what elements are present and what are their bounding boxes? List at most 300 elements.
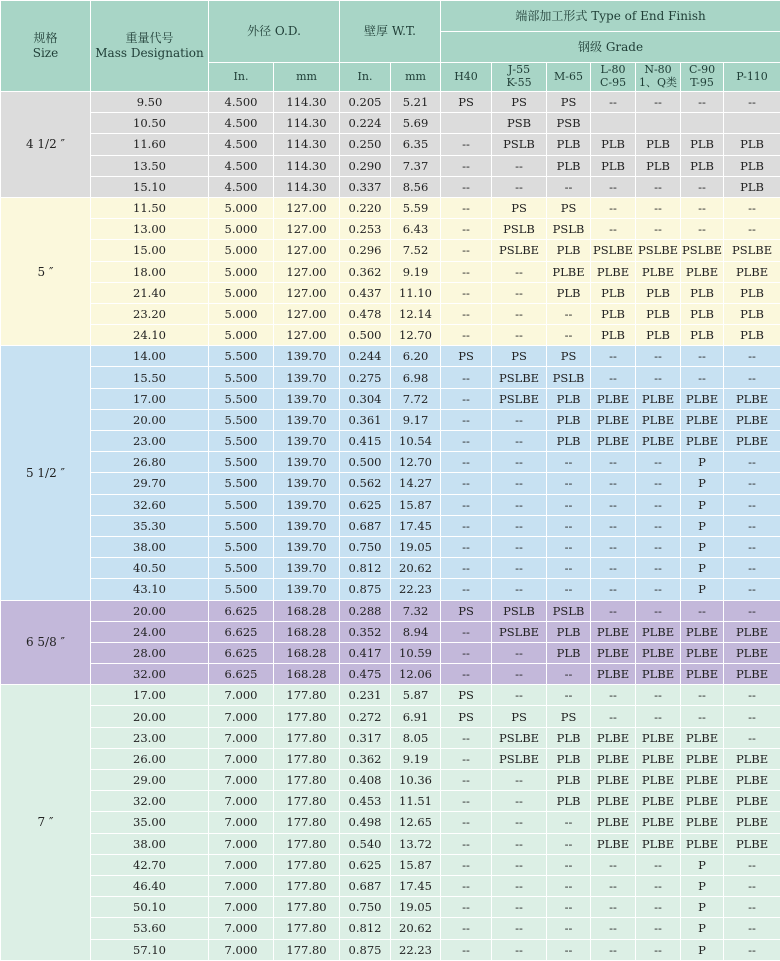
- dimension-cell: 114.30: [274, 176, 340, 197]
- dimension-cell: 0.453: [340, 791, 391, 812]
- dimension-cell: 114.30: [274, 113, 340, 134]
- dimension-cell: 177.80: [274, 727, 340, 748]
- finish-cell: --: [492, 770, 547, 791]
- mass-cell: 17.00: [91, 388, 209, 409]
- finish-cell: --: [681, 219, 724, 240]
- dimension-cell: 177.80: [274, 706, 340, 727]
- mass-header: [91, 1, 209, 92]
- finish-cell: --: [636, 600, 681, 621]
- end-finish-header: 端部加工形式 Type of End Finish: [441, 1, 780, 32]
- table-row: [1, 685, 780, 706]
- mass-cell: 38.00: [91, 833, 209, 854]
- dimension-cell: 0.415: [340, 431, 391, 452]
- finish-cell: PLB: [724, 176, 780, 197]
- finish-cell: --: [441, 579, 492, 600]
- mass-cell: 11.50: [91, 197, 209, 218]
- finish-cell: --: [547, 812, 591, 833]
- dimension-cell: 0.244: [340, 346, 391, 367]
- table-row: [1, 706, 780, 727]
- dimension-cell: 114.30: [274, 92, 340, 113]
- finish-cell: PLBE: [681, 431, 724, 452]
- grade-header-1: [492, 63, 547, 92]
- dimension-cell: 10.59: [391, 642, 441, 663]
- finish-cell: --: [492, 664, 547, 685]
- dimension-cell: 5.500: [209, 452, 274, 473]
- dimension-cell: 5.500: [209, 515, 274, 536]
- dimension-cell: 0.304: [340, 388, 391, 409]
- finish-cell: PLB: [724, 282, 780, 303]
- mass-cell: 29.00: [91, 770, 209, 791]
- finish-cell: PSLB: [492, 134, 547, 155]
- grade-header-3: [591, 63, 636, 92]
- finish-cell: PLB: [681, 134, 724, 155]
- finish-cell: PLBE: [724, 621, 780, 642]
- dimension-cell: 177.80: [274, 833, 340, 854]
- dimension-cell: 0.275: [340, 367, 391, 388]
- dimension-cell: 11.51: [391, 791, 441, 812]
- finish-cell: PSLBE: [724, 240, 780, 261]
- finish-cell: PLBE: [636, 431, 681, 452]
- wt-unit-mm: mm: [391, 63, 441, 92]
- finish-cell: PLBE: [636, 664, 681, 685]
- finish-cell: --: [591, 875, 636, 896]
- mass-cell: 23.20: [91, 303, 209, 324]
- finish-cell: --: [724, 515, 780, 536]
- table-row: [1, 367, 780, 388]
- finish-cell: --: [591, 854, 636, 875]
- finish-cell: PLBE: [591, 727, 636, 748]
- finish-cell: PSB: [547, 113, 591, 134]
- dimension-cell: 0.362: [340, 748, 391, 769]
- dimension-cell: 4.500: [209, 176, 274, 197]
- finish-cell: PLBE: [591, 748, 636, 769]
- table-row: [1, 812, 780, 833]
- finish-cell: --: [591, 219, 636, 240]
- finish-cell: PLB: [681, 303, 724, 324]
- grade-header: 钢级 Grade: [441, 32, 780, 63]
- finish-cell: PLB: [636, 303, 681, 324]
- dimension-cell: 127.00: [274, 282, 340, 303]
- dimension-cell: 0.687: [340, 875, 391, 896]
- finish-cell: P: [681, 473, 724, 494]
- finish-cell: --: [591, 918, 636, 939]
- finish-cell: --: [547, 176, 591, 197]
- dimension-cell: 7.000: [209, 854, 274, 875]
- grade-label: C-95: [599, 76, 627, 89]
- dimension-cell: 6.625: [209, 600, 274, 621]
- dimension-cell: 0.288: [340, 600, 391, 621]
- finish-cell: --: [547, 918, 591, 939]
- dimension-cell: 7.72: [391, 388, 441, 409]
- finish-cell: P: [681, 494, 724, 515]
- dimension-cell: 7.000: [209, 897, 274, 918]
- finish-cell: PSB: [492, 113, 547, 134]
- table-row: [1, 664, 780, 685]
- finish-cell: --: [441, 219, 492, 240]
- finish-cell: PS: [547, 706, 591, 727]
- finish-cell: PSLB: [547, 367, 591, 388]
- spec-table-body: [1, 92, 780, 961]
- finish-cell: PLB: [547, 409, 591, 430]
- finish-cell: --: [492, 939, 547, 960]
- dimension-cell: 8.56: [391, 176, 441, 197]
- dimension-cell: 6.625: [209, 664, 274, 685]
- dimension-cell: 6.98: [391, 367, 441, 388]
- dimension-cell: 4.500: [209, 155, 274, 176]
- dimension-cell: 7.000: [209, 833, 274, 854]
- mass-cell: 28.00: [91, 642, 209, 663]
- finish-cell: --: [636, 197, 681, 218]
- dimension-cell: 0.408: [340, 770, 391, 791]
- dimension-cell: 0.625: [340, 854, 391, 875]
- finish-cell: PLB: [547, 388, 591, 409]
- table-row: [1, 770, 780, 791]
- dimension-cell: 127.00: [274, 325, 340, 346]
- finish-cell: PSLB: [492, 600, 547, 621]
- dimension-cell: 5.500: [209, 494, 274, 515]
- finish-cell: PLB: [636, 134, 681, 155]
- mass-cell: 42.70: [91, 854, 209, 875]
- dimension-cell: 20.62: [391, 918, 441, 939]
- dimension-cell: 12.06: [391, 664, 441, 685]
- finish-cell: --: [441, 388, 492, 409]
- finish-cell: --: [591, 452, 636, 473]
- od-header: 外径 O.D.: [209, 1, 340, 63]
- finish-cell: PSLBE: [681, 240, 724, 261]
- dimension-cell: 177.80: [274, 918, 340, 939]
- mass-cell: 23.00: [91, 431, 209, 452]
- table-row: [1, 515, 780, 536]
- grade-label: P-110: [736, 69, 768, 83]
- table-row: [1, 113, 780, 134]
- dimension-cell: 0.362: [340, 261, 391, 282]
- dimension-cell: 5.000: [209, 197, 274, 218]
- table-row: [1, 558, 780, 579]
- finish-cell: PLBE: [681, 621, 724, 642]
- wt-unit-in: In.: [340, 63, 391, 92]
- finish-cell: --: [636, 897, 681, 918]
- finish-cell: PLBE: [724, 812, 780, 833]
- dimension-cell: 8.05: [391, 727, 441, 748]
- finish-cell: --: [681, 706, 724, 727]
- dimension-cell: 177.80: [274, 685, 340, 706]
- dimension-cell: 0.687: [340, 515, 391, 536]
- dimension-cell: 19.05: [391, 897, 441, 918]
- finish-cell: --: [492, 325, 547, 346]
- finish-cell: PLB: [547, 282, 591, 303]
- dimension-cell: 7.000: [209, 770, 274, 791]
- dimension-cell: 7.000: [209, 706, 274, 727]
- finish-cell: --: [681, 600, 724, 621]
- finish-cell: --: [681, 367, 724, 388]
- grade-label: C-90: [688, 63, 716, 77]
- mass-cell: 21.40: [91, 282, 209, 303]
- finish-cell: PLBE: [591, 812, 636, 833]
- dimension-cell: 6.625: [209, 642, 274, 663]
- finish-cell: PLBE: [724, 642, 780, 663]
- dimension-cell: 5.500: [209, 473, 274, 494]
- finish-cell: PLBE: [724, 261, 780, 282]
- mass-cell: 46.40: [91, 875, 209, 896]
- dimension-cell: 139.70: [274, 536, 340, 557]
- dimension-cell: 17.45: [391, 875, 441, 896]
- dimension-cell: 5.500: [209, 367, 274, 388]
- finish-cell: --: [724, 536, 780, 557]
- dimension-cell: 114.30: [274, 134, 340, 155]
- finish-cell: --: [591, 197, 636, 218]
- finish-cell: PLBE: [591, 621, 636, 642]
- table-row: [1, 409, 780, 430]
- finish-cell: --: [547, 473, 591, 494]
- finish-cell: --: [441, 494, 492, 515]
- mass-cell: 14.00: [91, 346, 209, 367]
- dimension-cell: 0.540: [340, 833, 391, 854]
- mass-cell: 11.60: [91, 134, 209, 155]
- finish-cell: --: [636, 939, 681, 960]
- finish-cell: --: [492, 558, 547, 579]
- grade-header-2: [547, 63, 591, 92]
- finish-cell: --: [441, 939, 492, 960]
- dimension-cell: 9.19: [391, 748, 441, 769]
- finish-cell: PLBE: [724, 770, 780, 791]
- finish-cell: PS: [441, 600, 492, 621]
- dimension-cell: 7.000: [209, 918, 274, 939]
- finish-cell: --: [492, 833, 547, 854]
- finish-cell: --: [441, 367, 492, 388]
- finish-cell: PLB: [591, 155, 636, 176]
- dimension-cell: 6.43: [391, 219, 441, 240]
- mass-cell: 10.50: [91, 113, 209, 134]
- finish-cell: P: [681, 854, 724, 875]
- dimension-cell: 139.70: [274, 431, 340, 452]
- table-row: [1, 791, 780, 812]
- mass-cell: 32.60: [91, 494, 209, 515]
- finish-cell: PLBE: [681, 833, 724, 854]
- dimension-cell: 139.70: [274, 452, 340, 473]
- finish-cell: --: [724, 367, 780, 388]
- mass-cell: 24.10: [91, 325, 209, 346]
- finish-cell: --: [492, 409, 547, 430]
- finish-cell: --: [636, 473, 681, 494]
- dimension-cell: 19.05: [391, 536, 441, 557]
- mass-cell: 13.00: [91, 219, 209, 240]
- finish-cell: --: [441, 197, 492, 218]
- table-row: [1, 494, 780, 515]
- dimension-cell: 127.00: [274, 240, 340, 261]
- finish-cell: --: [681, 92, 724, 113]
- finish-cell: --: [492, 791, 547, 812]
- table-row: [1, 346, 780, 367]
- grade-label: H40: [454, 69, 478, 83]
- finish-cell: --: [681, 346, 724, 367]
- finish-cell: --: [636, 494, 681, 515]
- finish-cell: [591, 113, 636, 134]
- dimension-cell: 7.000: [209, 791, 274, 812]
- finish-cell: --: [724, 219, 780, 240]
- mass-header-cn: 重量代号: [125, 31, 174, 45]
- finish-cell: --: [441, 621, 492, 642]
- finish-cell: --: [636, 918, 681, 939]
- finish-cell: --: [591, 92, 636, 113]
- mass-cell: 32.00: [91, 664, 209, 685]
- finish-cell: --: [441, 452, 492, 473]
- grade-label: J-55: [507, 63, 531, 77]
- dimension-cell: 139.70: [274, 473, 340, 494]
- table-row: [1, 176, 780, 197]
- finish-cell: PLBE: [681, 409, 724, 430]
- finish-cell: --: [547, 558, 591, 579]
- mass-cell: 35.30: [91, 515, 209, 536]
- dimension-cell: 0.562: [340, 473, 391, 494]
- dimension-cell: 4.500: [209, 92, 274, 113]
- mass-cell: 40.50: [91, 558, 209, 579]
- finish-cell: P: [681, 558, 724, 579]
- finish-cell: --: [441, 303, 492, 324]
- finish-cell: --: [591, 600, 636, 621]
- finish-cell: --: [492, 452, 547, 473]
- dimension-cell: 7.37: [391, 155, 441, 176]
- dimension-cell: 9.17: [391, 409, 441, 430]
- table-row: [1, 452, 780, 473]
- finish-cell: PS: [441, 92, 492, 113]
- finish-cell: --: [724, 600, 780, 621]
- mass-cell: 57.10: [91, 939, 209, 960]
- finish-cell: PLBE: [681, 791, 724, 812]
- finish-cell: PLBE: [636, 833, 681, 854]
- dimension-cell: 7.000: [209, 727, 274, 748]
- table-row: [1, 473, 780, 494]
- table-row: [1, 325, 780, 346]
- finish-cell: PLB: [724, 155, 780, 176]
- table-row: [1, 918, 780, 939]
- dimension-cell: 139.70: [274, 388, 340, 409]
- finish-cell: PLBE: [591, 791, 636, 812]
- finish-cell: PLBE: [636, 748, 681, 769]
- finish-cell: --: [547, 875, 591, 896]
- table-row: [1, 261, 780, 282]
- finish-cell: [636, 113, 681, 134]
- finish-cell: --: [636, 219, 681, 240]
- finish-cell: --: [441, 833, 492, 854]
- dimension-cell: 13.72: [391, 833, 441, 854]
- dimension-cell: 139.70: [274, 346, 340, 367]
- dimension-cell: 0.750: [340, 897, 391, 918]
- table-row: [1, 197, 780, 218]
- finish-cell: --: [547, 685, 591, 706]
- table-row: [1, 388, 780, 409]
- finish-cell: PLBE: [724, 748, 780, 769]
- grade-header-6: [724, 63, 780, 92]
- dimension-cell: 0.875: [340, 579, 391, 600]
- finish-cell: --: [547, 303, 591, 324]
- dimension-cell: 7.000: [209, 685, 274, 706]
- finish-cell: --: [681, 176, 724, 197]
- table-row: [1, 536, 780, 557]
- finish-cell: --: [492, 176, 547, 197]
- finish-cell: PLBE: [591, 833, 636, 854]
- finish-cell: PLB: [591, 282, 636, 303]
- finish-cell: --: [591, 685, 636, 706]
- dimension-cell: 5.000: [209, 240, 274, 261]
- dimension-cell: 139.70: [274, 409, 340, 430]
- finish-cell: P: [681, 875, 724, 896]
- finish-cell: --: [547, 536, 591, 557]
- finish-cell: PLBE: [681, 261, 724, 282]
- finish-cell: --: [636, 515, 681, 536]
- mass-cell: 26.80: [91, 452, 209, 473]
- finish-cell: --: [591, 176, 636, 197]
- finish-cell: --: [492, 155, 547, 176]
- finish-cell: PLB: [547, 770, 591, 791]
- finish-cell: PLBE: [681, 748, 724, 769]
- dimension-cell: 5.500: [209, 431, 274, 452]
- finish-cell: [441, 113, 492, 134]
- finish-cell: --: [636, 536, 681, 557]
- dimension-cell: 9.19: [391, 261, 441, 282]
- finish-cell: PS: [547, 197, 591, 218]
- finish-cell: --: [636, 176, 681, 197]
- mass-cell: 23.00: [91, 727, 209, 748]
- finish-cell: --: [441, 791, 492, 812]
- finish-cell: --: [547, 579, 591, 600]
- finish-cell: --: [724, 558, 780, 579]
- finish-cell: --: [724, 939, 780, 960]
- finish-cell: --: [441, 727, 492, 748]
- finish-cell: --: [441, 536, 492, 557]
- dimension-cell: 11.10: [391, 282, 441, 303]
- finish-cell: --: [492, 303, 547, 324]
- table-row: [1, 600, 780, 621]
- finish-cell: --: [591, 558, 636, 579]
- dimension-cell: 0.296: [340, 240, 391, 261]
- table-row: [1, 727, 780, 748]
- mass-cell: 35.00: [91, 812, 209, 833]
- dimension-cell: 177.80: [274, 854, 340, 875]
- dimension-cell: 10.36: [391, 770, 441, 791]
- finish-cell: PLBE: [591, 409, 636, 430]
- dimension-cell: 10.54: [391, 431, 441, 452]
- finish-cell: PLB: [724, 134, 780, 155]
- finish-cell: --: [591, 346, 636, 367]
- finish-cell: --: [441, 409, 492, 430]
- finish-cell: --: [636, 875, 681, 896]
- finish-cell: --: [547, 452, 591, 473]
- dimension-cell: 12.65: [391, 812, 441, 833]
- finish-cell: --: [547, 854, 591, 875]
- dimension-cell: 0.500: [340, 325, 391, 346]
- finish-cell: [724, 113, 780, 134]
- dimension-cell: 0.625: [340, 494, 391, 515]
- finish-cell: P: [681, 939, 724, 960]
- finish-cell: --: [591, 579, 636, 600]
- finish-cell: PLB: [591, 303, 636, 324]
- dimension-cell: 22.23: [391, 939, 441, 960]
- grade-header-5: [681, 63, 724, 92]
- finish-cell: --: [636, 92, 681, 113]
- grade-label: T-95: [690, 76, 714, 89]
- size-cell: 5 ″: [1, 197, 91, 345]
- finish-cell: --: [636, 579, 681, 600]
- finish-cell: --: [441, 282, 492, 303]
- dimension-cell: 22.23: [391, 579, 441, 600]
- dimension-cell: 127.00: [274, 197, 340, 218]
- finish-cell: --: [441, 134, 492, 155]
- grade-label: K-55: [506, 76, 532, 89]
- dimension-cell: 0.337: [340, 176, 391, 197]
- finish-cell: PLBE: [636, 727, 681, 748]
- finish-cell: PLBE: [724, 409, 780, 430]
- finish-cell: PLBE: [591, 388, 636, 409]
